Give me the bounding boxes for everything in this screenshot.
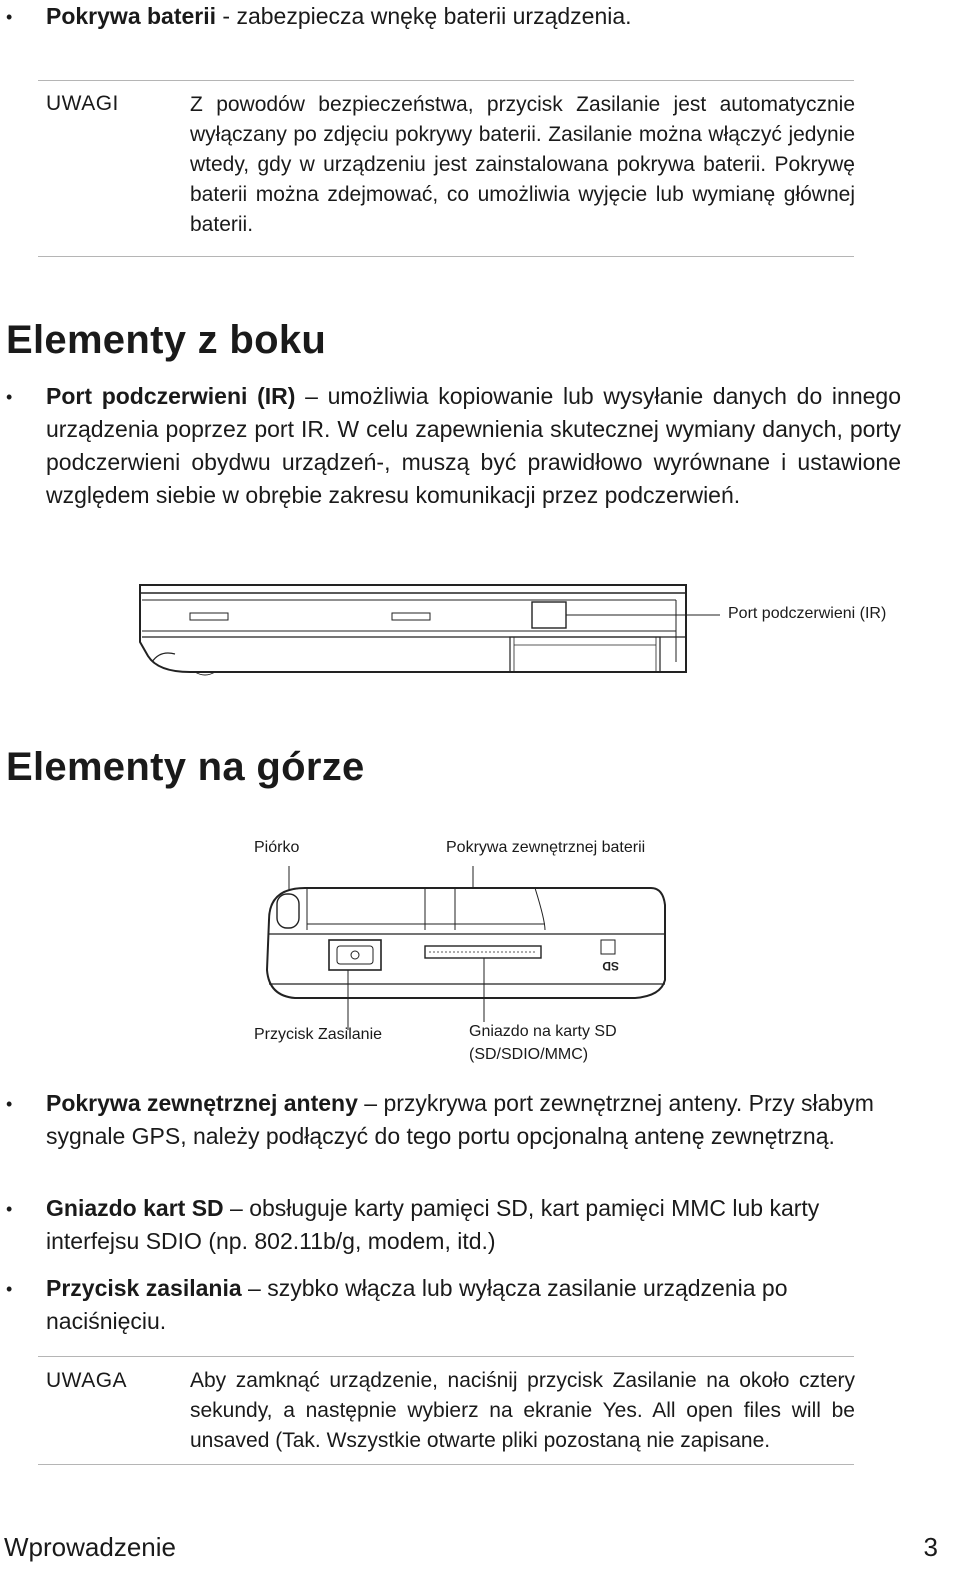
top-view-figure xyxy=(255,860,675,1030)
sd-slot-desc: – obsługuje karty pamięci SD, kart pamięci MMC lub karty interfejsu SDIO (np. 802.11b/g, modem, itd.) xyxy=(46,1195,820,1254)
divider xyxy=(38,80,854,81)
antenna-cover-term: Pokrywa zewnętrznej anteny xyxy=(46,1090,358,1116)
note-label: UWAGA xyxy=(46,1369,128,1392)
ir-port-term: Port podczerwieni (IR) xyxy=(46,383,296,409)
power-button-label: Przycisk Zasilanie xyxy=(254,1026,383,1043)
sd-slot-label-line2: (SD/SDIO/MMC) xyxy=(469,1046,589,1063)
sd-slot-label-line1: Gniazdo na karty SD xyxy=(469,1023,617,1040)
stylus-label: Piórko xyxy=(254,839,300,856)
bullet: • xyxy=(6,387,13,407)
ir-port-desc: – umożliwia kopiowanie lub wysyłanie danych do innego urządzenia poprzez port IR. W celu zapewnienia skutecznej wymiany danych, porty podczerwieni obydwu urządzeń-, muszą być prawidłowo wyrównane i ustawione względem siebie w obrębie zakresu komunikacji przez podczerwień. xyxy=(46,383,901,508)
sd-slot-term: Gniazdo kart SD xyxy=(46,1195,224,1221)
section-heading-top: Elementy na górze xyxy=(6,745,365,789)
bullet: • xyxy=(6,1279,13,1299)
battery-cover-label: Pokrywa zewnętrznej baterii xyxy=(446,839,646,856)
bullet: • xyxy=(6,1199,13,1219)
footer-section-title: Wprowadzenie xyxy=(4,1532,176,1562)
page-number: 3 xyxy=(923,1532,938,1562)
battery-cover-desc: - zabezpiecza wnękę baterii urządzenia. xyxy=(216,3,632,29)
power-button-desc: – szybko włącza lub wyłącza zasilanie urządzenia po naciśnięciu. xyxy=(46,1275,788,1334)
divider xyxy=(38,1464,854,1465)
bullet: • xyxy=(6,1094,13,1114)
section-heading-side: Elementy z boku xyxy=(6,318,327,362)
sd-logo: SD xyxy=(602,959,619,973)
notes-text: Z powodów bezpieczeństwa, przycisk Zasilanie jest automatycznie wyłączany po zdjęciu pokrywy baterii. Zasilanie można włączyć jedynie wtedy, gdy w urządzeniu jest zainstalowana pokrywa baterii. Pokrywę baterii można zdejmować, co umożliwia wyjęcie lub wymianę głównej baterii. xyxy=(190,93,855,236)
divider xyxy=(38,1356,854,1357)
divider xyxy=(38,256,854,257)
note-text: Aby zamknąć urządzenie, naciśnij przycisk Zasilanie na około cztery sekundy, a następnie wybierz na ekranie Yes. All open files will be unsaved (Tak. Wszystkie otwarte pliki pozostaną nie zapisane. xyxy=(190,1369,855,1452)
notes-label: UWAGI xyxy=(46,92,119,115)
bullet: • xyxy=(6,7,13,27)
ir-port-figure-label: Port podczerwieni (IR) xyxy=(728,605,887,622)
antenna-cover-desc: – przykrywa port zewnętrznej anteny. Przy słabym sygnale GPS, należy podłączyć do tego portu opcjonalną antenę zewnętrzną. xyxy=(46,1090,874,1149)
power-button-term: Przycisk zasilania xyxy=(46,1275,242,1301)
battery-cover-term: Pokrywa baterii xyxy=(46,3,217,29)
side-view-figure xyxy=(130,580,700,680)
